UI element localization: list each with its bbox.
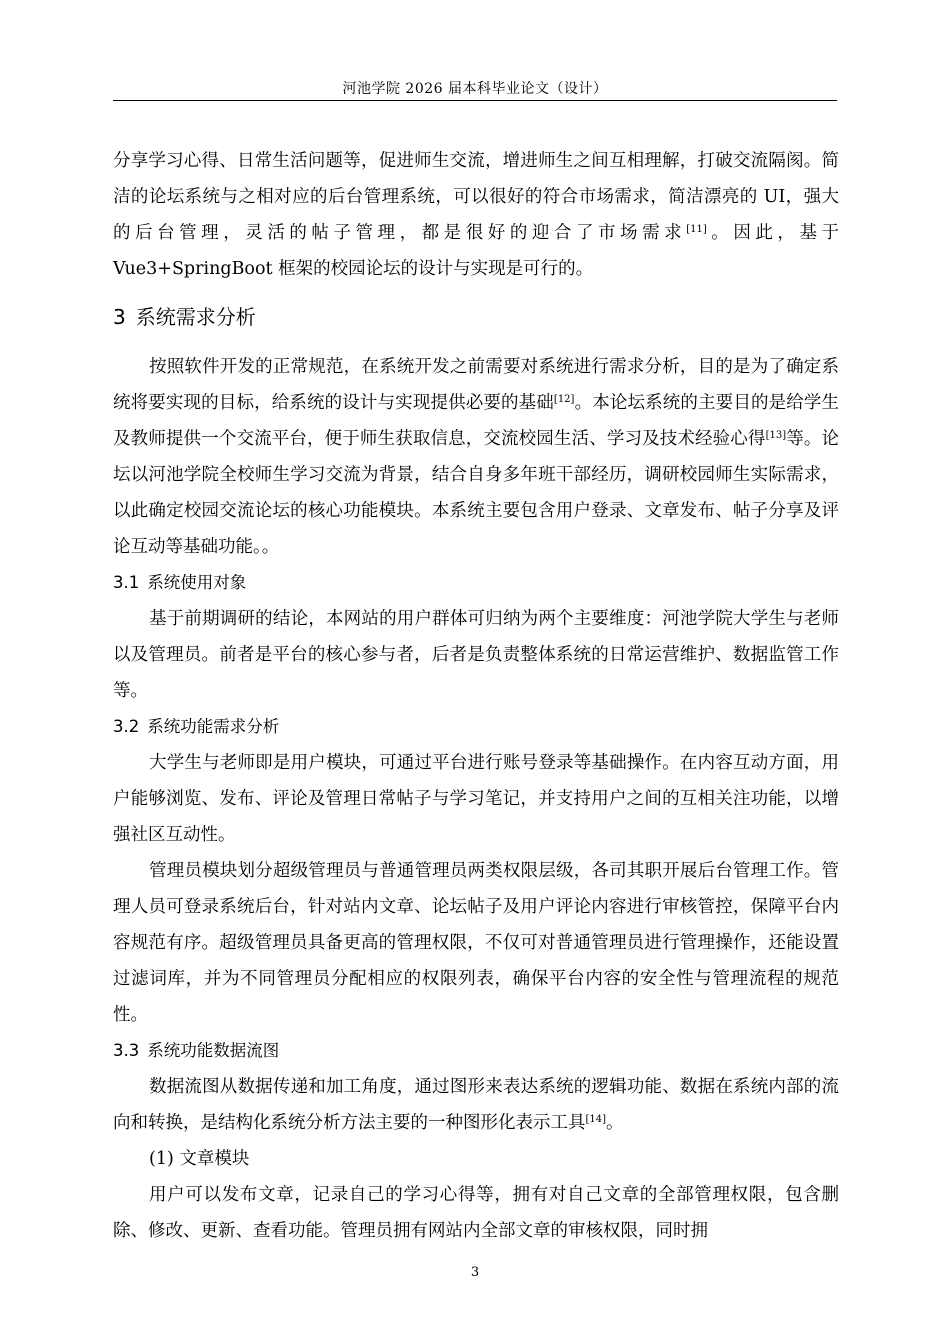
paragraph: 基于前期调研的结论，本网站的用户群体可归纳为两个主要维度：河池学院大学生与老师以及管理员。前者是平台的核心参与者，后者是负责整体系统的日常运营维护、数据监管工作等。 [113, 609, 839, 701]
subsection-number: 3.3 [113, 1041, 140, 1060]
section-heading [113, 299, 839, 335]
header-rule [113, 100, 837, 101]
running-header: 河池学院 2026 届本科毕业论文（设计） [342, 81, 608, 97]
paragraph: 用户可以发布文章，记录自己的学习心得等，拥有对自己文章的全部管理权限，包含删除、修改、更新、查看功能。管理员拥有网站内全部文章的审核权限，同时拥 [113, 1185, 839, 1241]
paragraph: 管理员模块划分超级管理员与普通管理员两类权限层级，各司其职开展后台管理工作。管理人员可登录系统后台，针对站内文章、论坛帖子及用户评论内容进行审核管控，保障平台内容规范有序。超级管理员具备更高的管理权限，不仅可对普通管理员进行管理操作，还能设置过滤词库，并为不同管理员分配相应的权限列表，确保平台内容的安全性与管理流程的规范性。 [113, 861, 839, 1025]
subsection-title: 系统功能需求分析 [147, 717, 280, 736]
citation-ref: [12] [553, 394, 575, 405]
paragraph: 数据流图从数据传递和加工角度，通过图形来表达系统的逻辑功能、数据在系统内部的流向和转换，是结构化系统分析方法主要的一种图形化表示工具[14]。 [113, 1077, 839, 1133]
subsection-title: 系统使用对象 [147, 573, 247, 592]
subsection-title: 系统功能数据流图 [147, 1041, 280, 1060]
subsection-heading [113, 709, 839, 745]
subsection-heading [113, 1033, 839, 1069]
section-number: 3 [113, 305, 126, 329]
subsection-number: 3.1 [113, 573, 140, 592]
paragraph: 按照软件开发的正常规范，在系统开发之前需要对系统进行需求分析，目的是为了确定系统将要实现的目标，给系统的设计与实现提供必要的基础[12]。本论坛系统的主要目的是给学生及教师提供一个交流平台，便于师生获取信息，交流校园生活、学习及技术经验心得[13]等。论坛以河池学院全校师生学习交流为背景，结合自身多年班干部经历，调研校园师生实际需求，以此确定校园交流论坛的核心功能模块。本系统主要包含用户登录、文章发布、帖子分享及评论互动等基础功能。。 [113, 357, 840, 557]
subsection-number: 3.2 [113, 717, 140, 736]
section-title: 系统需求分析 [135, 305, 256, 329]
paragraph: 分享学习心得、日常生活问题等，促进师生交流，增进师生之间互相理解，打破交流隔阂。简洁的论坛系统与之相对应的后台管理系统，可以很好的符合市场需求，简洁漂亮的 UI，强大的后台管理，灵活的帖子管理，都是很好的迎合了市场需求[11]。因此，基于 Vue3+SpringBoot 框架的校园论坛的设计与实现是可行的。 [113, 151, 840, 279]
citation-ref: [13] [765, 430, 787, 441]
subsection-heading [113, 565, 839, 601]
list-item: (1) 文章模块 [149, 1149, 250, 1169]
paragraph: 大学生与老师即是用户模块，可通过平台进行账号登录等基础操作。在内容互动方面，用户能够浏览、发布、评论及管理日常帖子与学习笔记，并支持用户之间的互相关注功能，以增强社区互动性。 [113, 753, 839, 845]
citation-ref: [11] [686, 224, 707, 235]
page-body [113, 143, 839, 1249]
citation-ref: [14] [585, 1114, 607, 1125]
page-number: 3 [470, 1265, 480, 1280]
